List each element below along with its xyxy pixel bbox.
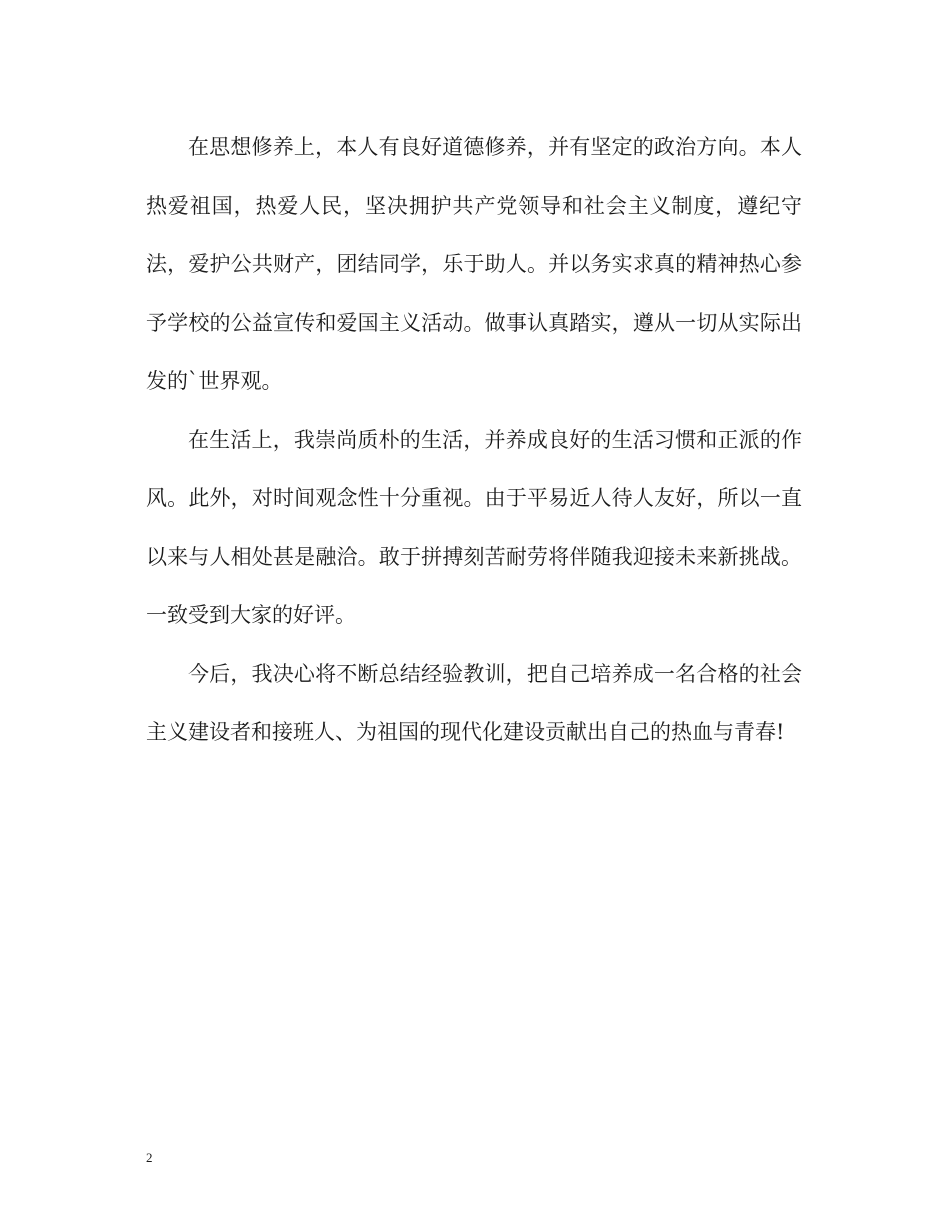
page-number: 2 (146, 1150, 153, 1165)
paragraph-ideology: 在思想修养上，本人有良好道德修养，并有坚定的政治方向。本人热爱祖国，热爱人民，坚决拥护共产党领导和社会主义制度，遵纪守法，爱护公共财产，团结同学，乐于助人。并以务实求真的精神热心参予学校的公益宣传和爱国主义活动。做事认真踏实，遵从一切从实际出发的`世界观。 (146, 135, 802, 393)
body-text (146, 118, 802, 762)
paragraph-future: 今后，我决心将不断总结经验教训，把自己培养成一名合格的社会主义建设者和接班人、为祖国的现代化建设贡献出自己的热血与青春! (146, 661, 802, 744)
paragraph-life: 在生活上，我崇尚质朴的生活，并养成良好的生活习惯和正派的作风。此外，对时间观念性十分重视。由于平易近人待人友好，所以一直以来与人相处甚是融洽。敢于拼搏刻苦耐劳将伴随我迎接未来新挑战。一致受到大家的好评。 (146, 427, 802, 627)
